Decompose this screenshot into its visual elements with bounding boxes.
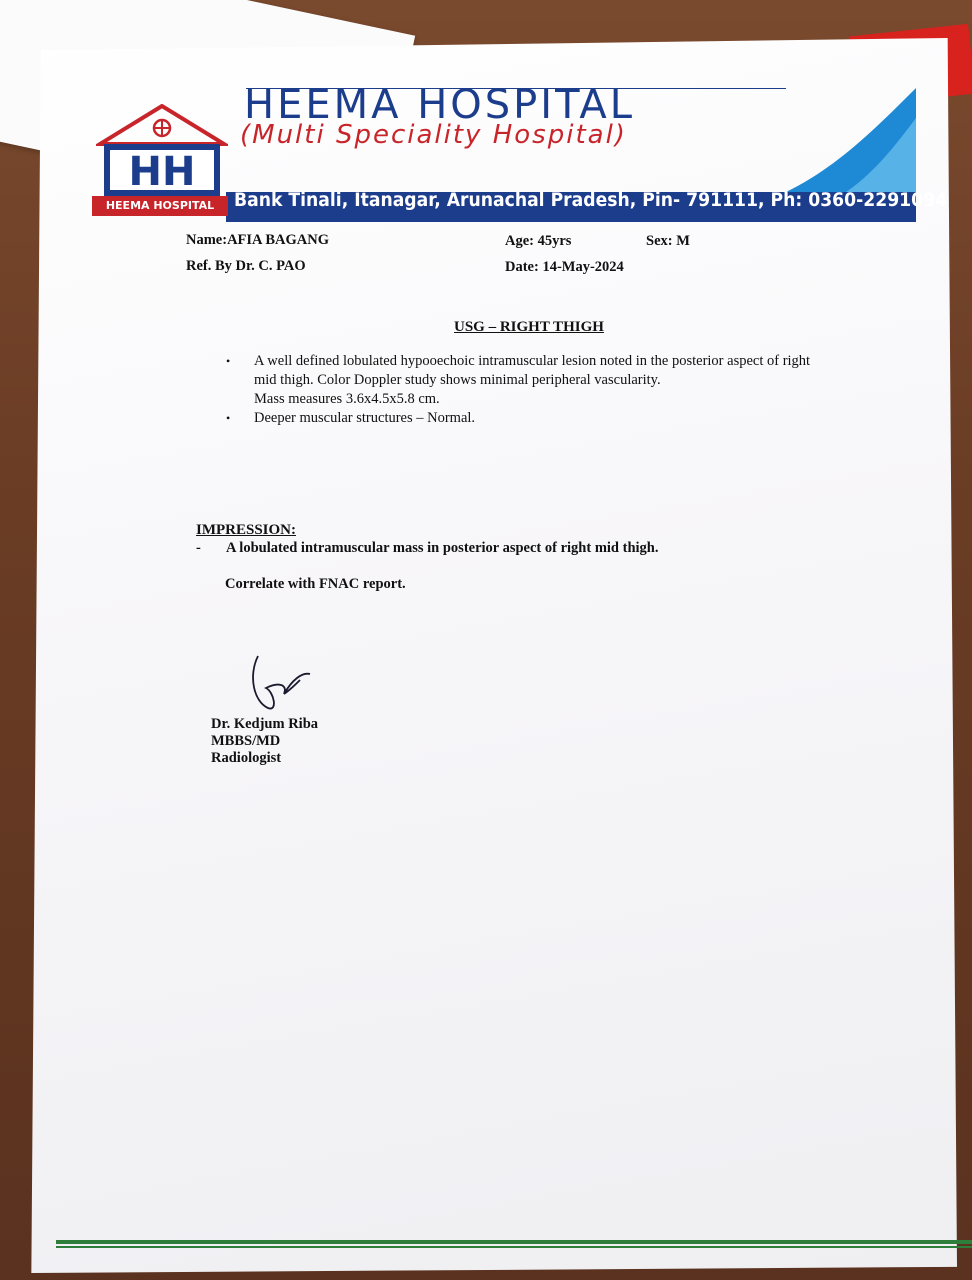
report-date: Date: 14-May-2024 (505, 259, 624, 275)
hospital-name: HEEMA HOSPITAL (244, 82, 636, 128)
doctor-name: Dr. Kedjum Riba (211, 716, 319, 732)
list-item (226, 409, 826, 428)
report-title: USG – RIGHT THIGH (454, 319, 604, 335)
impression-item (196, 540, 658, 557)
referred-by: Ref. By Dr. C. PAO (186, 258, 306, 274)
impression-heading: IMPRESSION: (196, 522, 297, 538)
patient-name: Name:AFIA BAGANG (186, 232, 329, 248)
footer-rule-thin (56, 1246, 972, 1248)
doctor-block (211, 716, 318, 767)
mass-measurement: Mass measures 3.6x4.5x5.8 cm. (254, 391, 440, 407)
finding-text: A well defined lobulated hypooechoic intramuscular lesion noted in the posterior aspect of right mid thigh. Color Doppler study shows minimal peripheral vascularity. (254, 353, 811, 388)
doctor-title: Radiologist (211, 750, 282, 766)
patient-age: Age: 45yrs (505, 233, 572, 249)
hospital-address: Bank Tinali, Itanagar, Arunachal Pradesh, Pin- 791111, Ph: 0360-2291094 (234, 190, 948, 211)
findings-list (226, 352, 826, 428)
hospital-subtitle: (Multi Speciality Hospital) (240, 120, 627, 150)
list-item (226, 352, 826, 409)
bullet-icon: • (226, 411, 231, 425)
signature-icon (244, 650, 324, 720)
logo-monogram: HH (128, 149, 196, 195)
patient-sex: Sex: M (646, 233, 690, 249)
brand-strip: HEEMA HOSPITAL (92, 196, 228, 216)
bullet-icon: • (226, 354, 231, 368)
doctor-degree: MBBS/MD (211, 733, 281, 749)
correlate-note: Correlate with FNAC report. (225, 576, 406, 592)
finding-text: Deeper muscular structures – Normal. (254, 410, 476, 426)
footer-rule (56, 1240, 972, 1244)
dash-marker: - (196, 540, 201, 556)
impression-text: A lobulated intramuscular mass in posterior aspect of right mid thigh. (226, 540, 659, 556)
